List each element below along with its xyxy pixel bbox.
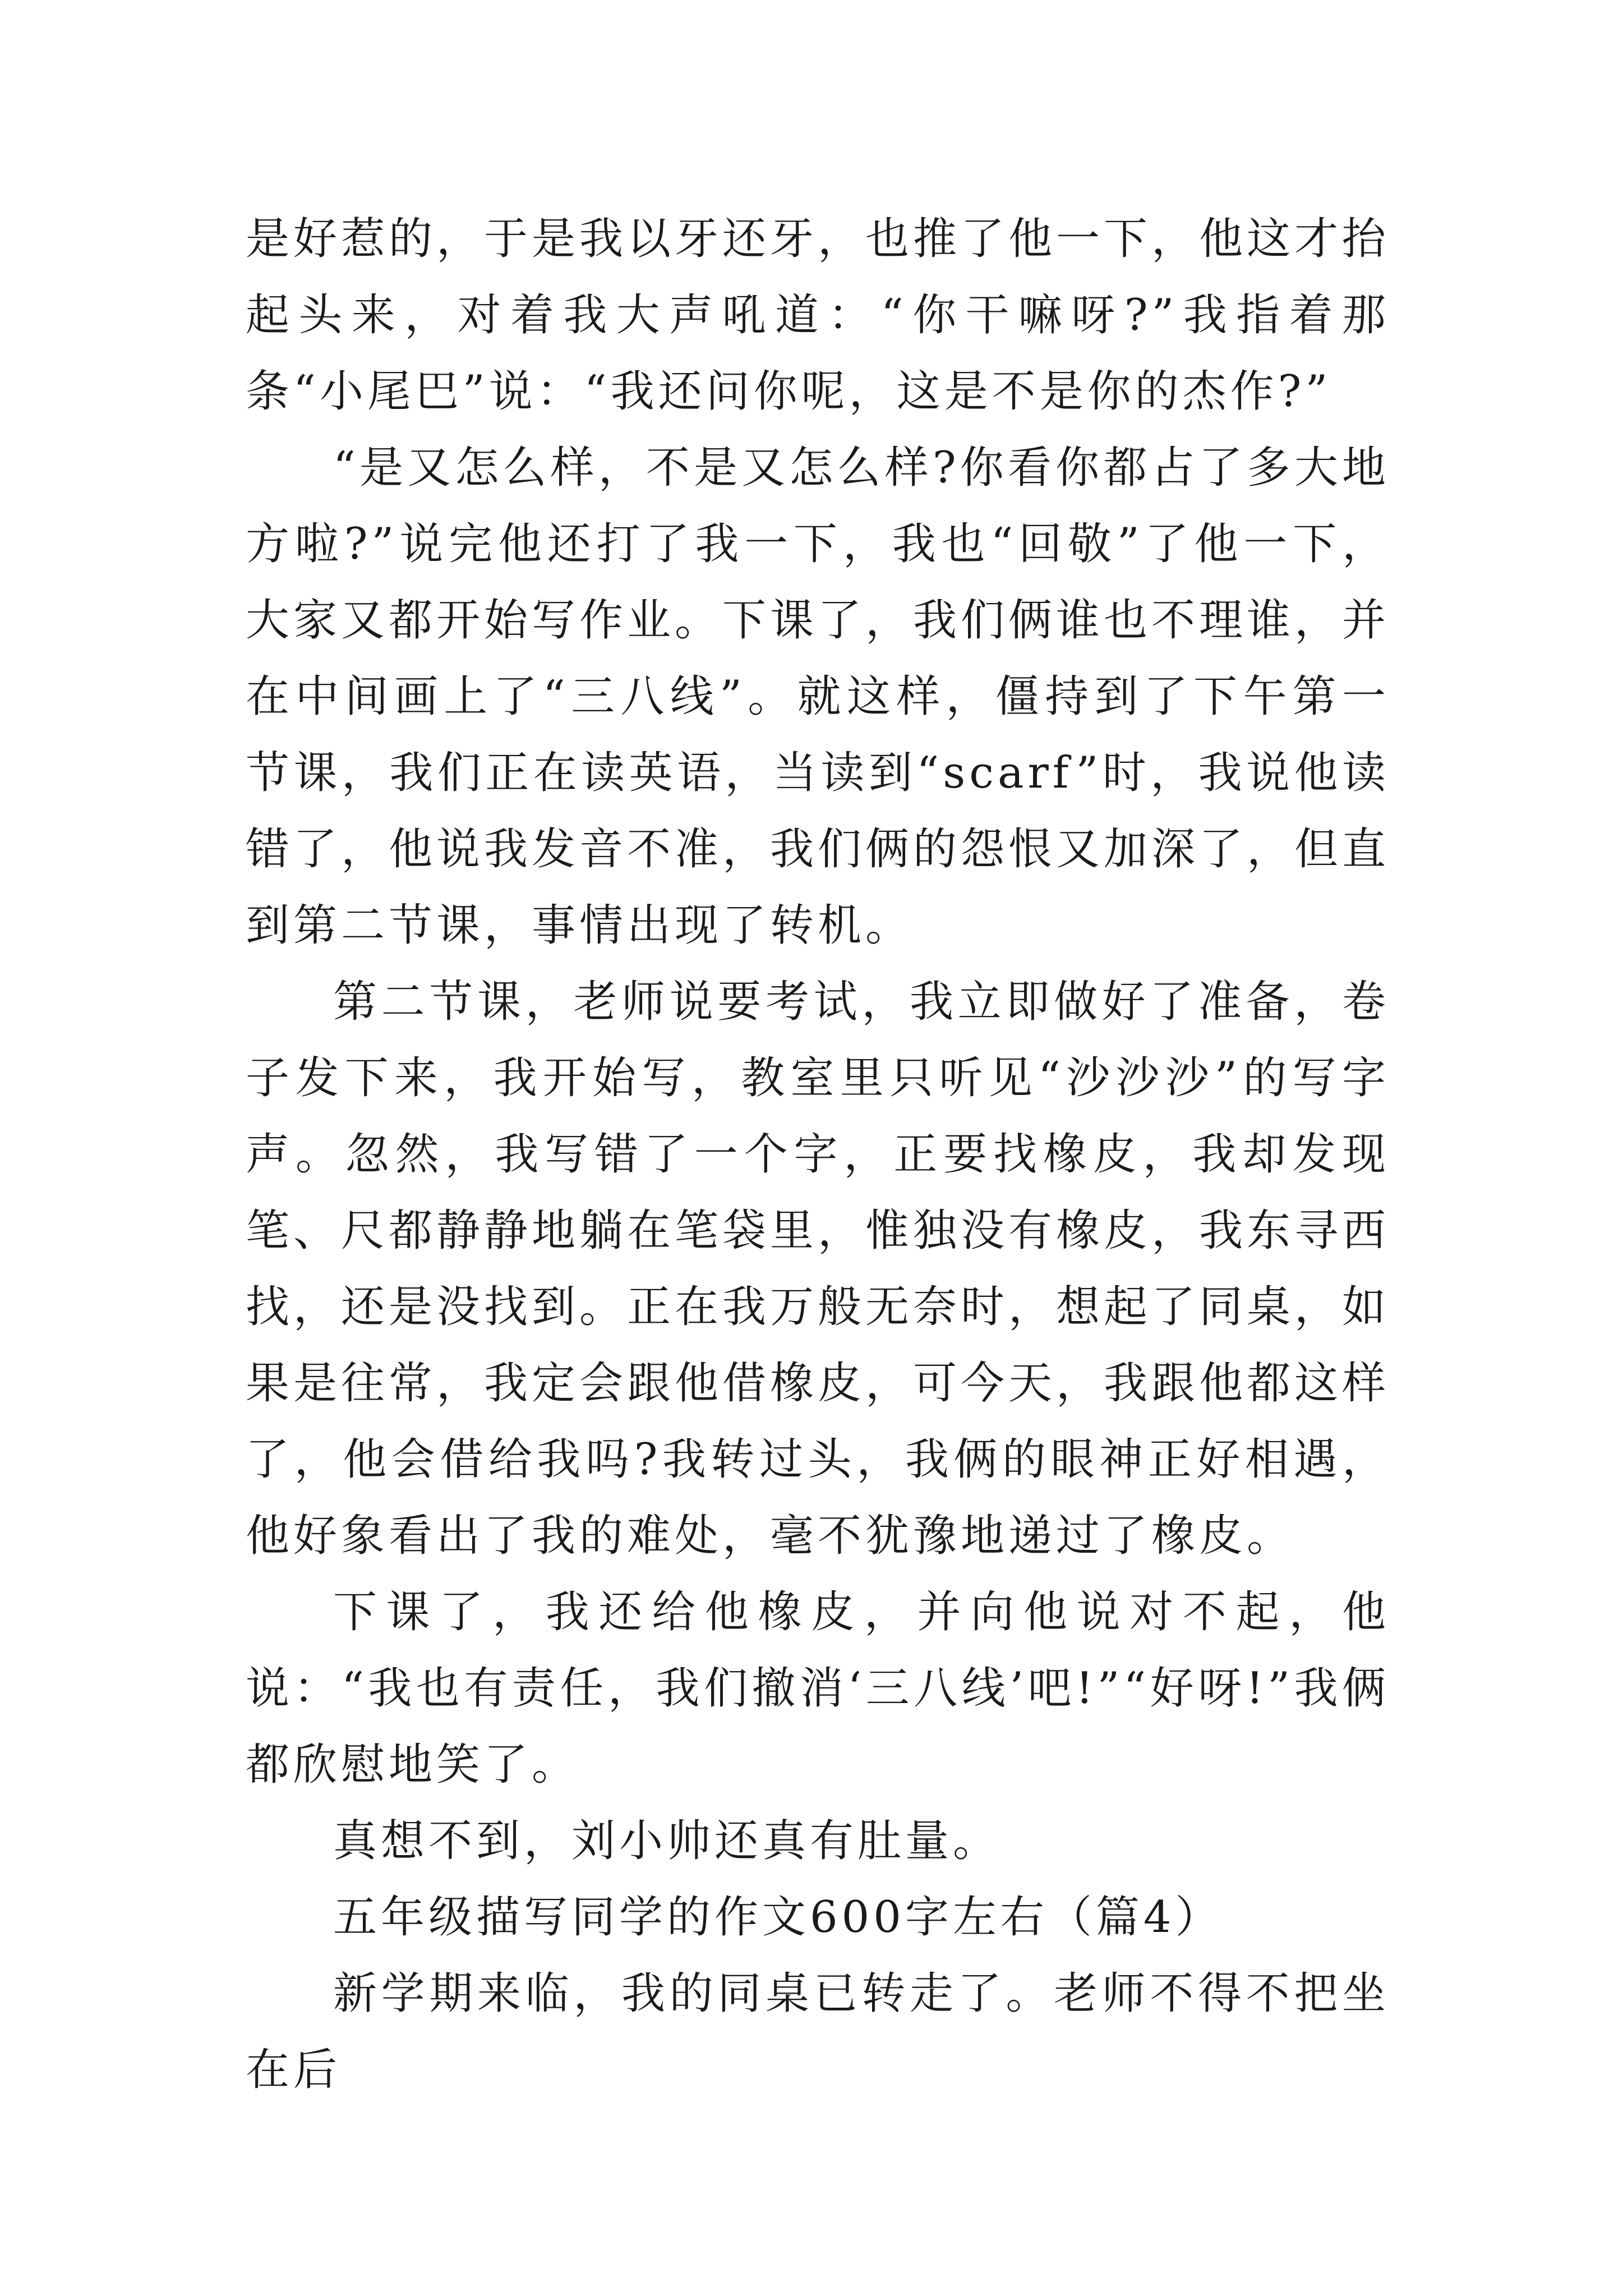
paragraph: 新学期来临，我的同桌已转走了。老师不得不把坐在后 <box>246 1968 1390 2095</box>
paragraph: 下课了，我还给他橡皮，并向他说对不起，他说：“我也有责任，我们撤消‘三八线’吧!”“好呀!”我俩都欣慰地笑了。 <box>246 1587 1390 1790</box>
paragraph: “是又怎么样，不是又怎么样?你看你都占了多大地方啦?”说完他还打了我一下，我也“回敬”了他一下，大家又都开始写作业。下课了，我们俩谁也不理谁，并在中间画上了“三八线”。就这样，僵持到了下午第一节课，我们正在读英语，当读到“scarf”时，我说他读错了，他说我发音不准，我们俩的怨恨又加深了，但直到第二节课，事情出现了转机。 <box>246 443 1390 951</box>
document-body <box>246 201 1390 2108</box>
paragraph: 第二节课，老师说要考试，我立即做好了准备，卷子发下来，我开始写，教室里只听见“沙沙沙”的写字声。忽然，我写错了一个字，正要找橡皮，我却发现笔、尺都静静地躺在笔袋里，惟独没有橡皮，我东寻西找，还是没找到。正在我万般无奈时，想起了同桌，如果是往常，我定会跟他借橡皮，可今天，我跟他都这样了，他会借给我吗?我转过头，我俩的眼神正好相遇，他好象看出了我的难处，毫不犹豫地递过了橡皮。 <box>246 977 1390 1561</box>
paragraph: 真想不到，刘小帅还真有肚量。 <box>333 1816 1001 1866</box>
section-heading: 五年级描写同学的作文600字左右（篇4） <box>333 1892 1223 1943</box>
paragraph-continued: 是好惹的，于是我以牙还牙，也推了他一下，他这才抬起头来，对着我大声吼道：“你干嘛呀?”我指着那条“小尾巴”说：“我还问你呢，这是不是你的杰作?” <box>246 214 1390 417</box>
